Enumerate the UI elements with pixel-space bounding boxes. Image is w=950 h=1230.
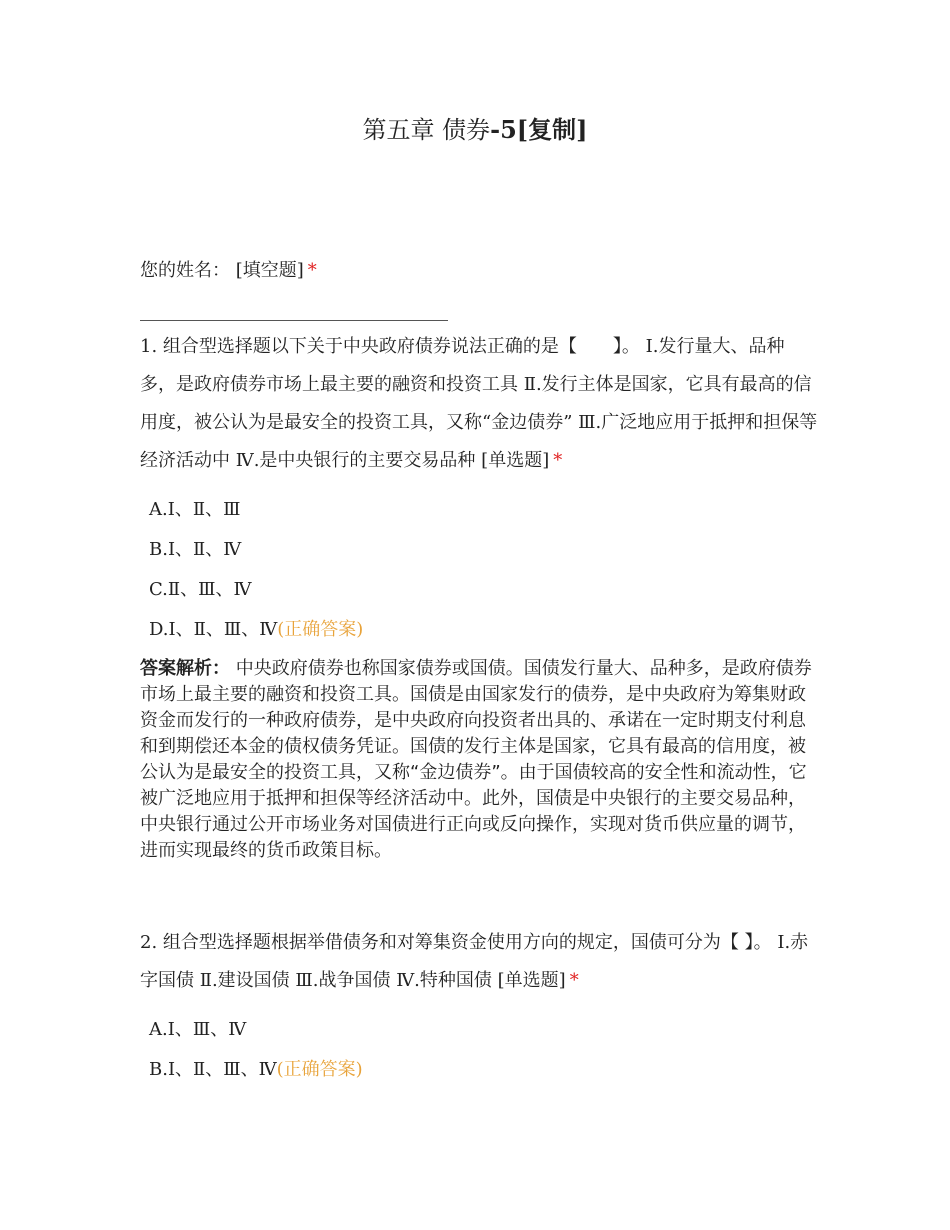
- name-question: [140, 252, 820, 321]
- correct-answer-tag: (正确答案): [277, 619, 364, 640]
- analysis-label: 答案解析：: [140, 658, 230, 679]
- question-1-type: [单选题]: [481, 450, 550, 471]
- name-question-text: [140, 252, 820, 290]
- answer-analysis: [140, 656, 820, 864]
- option-label: D.Ⅰ、Ⅱ、Ⅲ、Ⅳ: [149, 619, 278, 640]
- question-2-type: [单选题]: [497, 970, 566, 991]
- correct-answer-tag: (正确答案): [276, 1059, 363, 1080]
- option-b[interactable]: [140, 530, 820, 570]
- question-1-options: [140, 490, 820, 650]
- question-2-body: 2. 组合型选择题根据举借债务和对筹集资金使用方向的规定，国债可分为【 】。 Ⅰ.赤字国债 Ⅱ.建设国债 Ⅲ.战争国债 Ⅳ.特种国债: [140, 932, 809, 991]
- option-a[interactable]: [140, 1010, 820, 1050]
- required-mark: *: [307, 260, 317, 281]
- required-mark: *: [569, 970, 579, 991]
- option-c[interactable]: [140, 570, 820, 610]
- name-type: [填空题]: [235, 260, 304, 281]
- question-2: [140, 924, 820, 1090]
- option-label: B.Ⅰ、Ⅱ、Ⅲ、Ⅳ: [149, 1059, 277, 1080]
- name-label: 您的姓名：: [140, 260, 230, 281]
- question-1: [140, 328, 820, 864]
- analysis-text: 中央政府债券也称国家债券或国债。国债发行量大、品种多，是政府债券市场上最主要的融资和投资工具。国债是由国家发行的债券，是中央政府为筹集财政资金而发行的一种政府债券，是中央政府向投资者出具的、承诺在一定时期支付利息和到期偿还本金的债权债务凭证。国债的发行主体是国家，它具有最高的信用度，被公认为是最安全的投资工具，又称“金边债券”。由于国债较高的安全性和流动性，它被广泛地应用于抵押和担保等经济活动中。此外，国债是中央银行的主要交易品种，中央银行通过公开市场业务对国债进行正向或反向操作，实现对货币供应量的调节，进而实现最终的货币政策目标。: [140, 658, 812, 861]
- option-label: A.Ⅰ、Ⅱ、Ⅲ: [149, 499, 241, 520]
- title-text: 第五章 债券: [362, 116, 491, 144]
- option-b[interactable]: [140, 1050, 820, 1090]
- title-suffix: -5[复制]: [490, 115, 588, 144]
- option-label: A.Ⅰ、Ⅲ、Ⅳ: [149, 1019, 247, 1040]
- option-label: B.Ⅰ、Ⅱ、Ⅳ: [149, 539, 242, 560]
- question-2-options: [140, 1010, 820, 1090]
- option-a[interactable]: [140, 490, 820, 530]
- question-1-body: 1. 组合型选择题以下关于中央政府债券说法正确的是【 】。 Ⅰ.发行量大、品种多，是政府债券市场上最主要的融资和投资工具 Ⅱ.发行主体是国家，它具有最高的信用度，被公认为是最安全的投资工具，又称“金边债券” Ⅲ.广泛地应用于抵押和担保等经济活动中 Ⅳ.是中央银行的主要交易品种: [140, 336, 818, 471]
- page-title: [0, 110, 950, 145]
- option-d[interactable]: [140, 610, 820, 650]
- required-mark: *: [553, 450, 563, 471]
- question-2-text: [140, 924, 820, 1000]
- option-label: C.Ⅱ、Ⅲ、Ⅳ: [149, 579, 252, 600]
- name-input-line[interactable]: [140, 320, 448, 321]
- question-1-text: [140, 328, 820, 480]
